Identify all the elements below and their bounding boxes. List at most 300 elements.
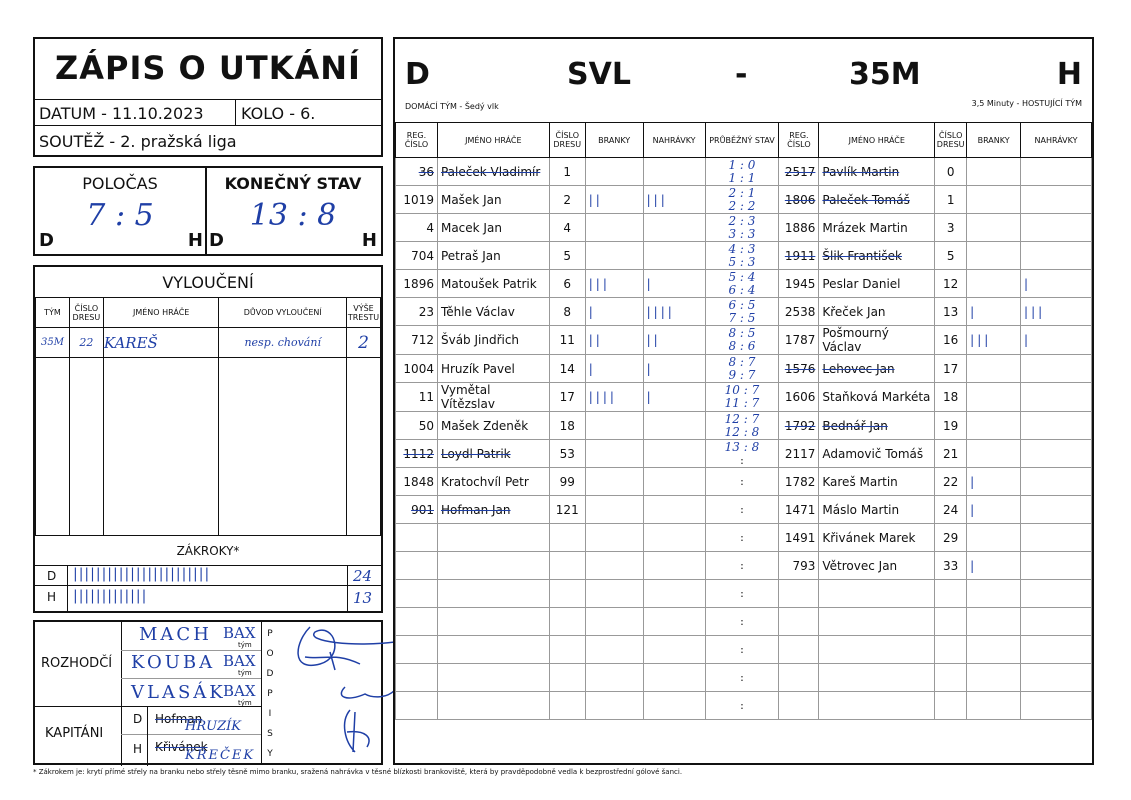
away-name-cell: Peslar Daniel (819, 270, 935, 298)
away-reg-cell: 1782 (779, 468, 819, 496)
away-goals-cell: | (967, 496, 1021, 524)
table-row (396, 412, 1092, 440)
home-name-cell: Matoušek Patrik (437, 270, 549, 298)
running-score-entry: 1 : 0 (728, 157, 756, 172)
away-assists-cell (1021, 214, 1092, 242)
referee-1: MACH (139, 624, 212, 645)
running-score-entry: 12 : 8 (724, 424, 760, 439)
away-name-cell: Bednář Jan (819, 412, 935, 440)
away-name-cell (819, 580, 935, 608)
away-name-cell: Lehovec Jan (819, 355, 935, 383)
exclusions-title: VYLOUČENÍ (162, 273, 254, 292)
excl-header-name: JMÉNO HRÁČE (103, 298, 219, 328)
running-score-cell (705, 270, 779, 298)
col-name-home: JMÉNO HRÁČE (437, 123, 549, 158)
running-score-entry: 8 : 7 (728, 354, 756, 369)
away-goals-cell: | (967, 468, 1021, 496)
away-assists-cell (1021, 692, 1092, 720)
running-score-cell (705, 214, 779, 242)
col-assists-away: NAHRÁVKY (1021, 123, 1092, 158)
away-num-cell: 1 (935, 186, 967, 214)
excl-header-penalty: VÝŠE TRESTU (346, 298, 380, 328)
away-num-cell: 12 (935, 270, 967, 298)
final-panel (205, 168, 381, 254)
away-num-cell: 13 (935, 298, 967, 326)
home-reg-cell: 1019 (396, 186, 438, 214)
away-num-cell: 19 (935, 412, 967, 440)
home-name-cell: Mašek Zdeněk (437, 412, 549, 440)
home-reg-cell: 23 (396, 298, 438, 326)
home-goals-cell (585, 214, 643, 242)
col-num-away: ČÍSLO DRESU (935, 123, 967, 158)
away-goals-cell (967, 242, 1021, 270)
home-num-cell (549, 524, 585, 552)
away-reg-cell: 1606 (779, 383, 819, 412)
running-score-entry: : (740, 615, 744, 628)
home-assists-cell (643, 412, 705, 440)
away-goals-cell: | (967, 552, 1021, 580)
running-score-cell (705, 608, 779, 636)
running-score-entry: : (740, 475, 744, 488)
col-num-home: ČÍSLO DRESU (549, 123, 585, 158)
away-num-cell: 16 (935, 326, 967, 355)
away-num-cell: 18 (935, 383, 967, 412)
away-num-cell: 24 (935, 496, 967, 524)
away-goals-cell (967, 186, 1021, 214)
home-assists-cell (643, 552, 705, 580)
home-assists-cell: |||| (643, 298, 705, 326)
home-reg-cell (396, 608, 438, 636)
table-row (396, 608, 1092, 636)
table-row (396, 552, 1092, 580)
home-reg-cell: 712 (396, 326, 438, 355)
home-reg-cell (396, 524, 438, 552)
home-reg-cell: 4 (396, 214, 438, 242)
home-num-cell: 11 (549, 326, 585, 355)
away-name-cell: Pošmourný Václav (819, 326, 935, 355)
away-num-cell: 17 (935, 355, 967, 383)
away-name-cell (819, 608, 935, 636)
running-score-entry: : (740, 587, 744, 600)
home-goals-cell (585, 496, 643, 524)
home-num-cell (549, 552, 585, 580)
away-assists-cell (1021, 636, 1092, 664)
date-round-row (35, 99, 381, 126)
away-reg-cell (779, 636, 819, 664)
away-name-cell: Křeček Jan (819, 298, 935, 326)
away-num-cell (935, 664, 967, 692)
home-reg-cell (396, 664, 438, 692)
table-row (396, 270, 1092, 298)
home-num-cell (549, 608, 585, 636)
away-goals-cell (967, 636, 1021, 664)
signatures (275, 602, 395, 762)
excl-penalty: 2 (346, 328, 380, 358)
home-goals-cell (585, 552, 643, 580)
round-label: KOLO - 6. (241, 104, 316, 123)
away-team: 35M (849, 57, 921, 92)
saves-home-total: 24 (353, 567, 373, 585)
home-num-cell (549, 664, 585, 692)
home-num-cell: 14 (549, 355, 585, 383)
home-name-cell (437, 636, 549, 664)
excl-row (36, 328, 381, 358)
table-row (396, 580, 1092, 608)
referee-3-tag: BAX (223, 682, 256, 700)
away-reg-cell: 1806 (779, 186, 819, 214)
table-row (396, 524, 1092, 552)
away-reg-cell: 1792 (779, 412, 819, 440)
away-reg-cell: 1787 (779, 326, 819, 355)
away-assists-cell (1021, 158, 1092, 186)
away-reg-cell: 1886 (779, 214, 819, 242)
running-score-cell (705, 355, 779, 383)
home-name-cell: Těhle Václav (437, 298, 549, 326)
table-row (396, 355, 1092, 383)
running-score-entry: 5 : 4 (728, 269, 756, 284)
date-label: DATUM - 11.10.2023 (39, 104, 204, 123)
home-goals-cell (585, 524, 643, 552)
running-score-entry: 9 : 7 (728, 367, 756, 382)
excl-reason: nesp. chování (219, 328, 346, 358)
running-score-entry: 7 : 5 (728, 310, 756, 325)
away-num-cell (935, 608, 967, 636)
captain-home-written: HRUZÍK (185, 719, 241, 734)
footnote: * Zákrokem je: krytí přímé střely na branku nebo střely těsně mimo branku, sražená nahrávka v těsné blízkosti brankoviště, která by pravděpodobně vedla k bezprostřední gólové šanci. (33, 768, 683, 776)
away-name-cell: Větrovec Jan (819, 552, 935, 580)
table-row (396, 158, 1092, 186)
home-num-cell: 99 (549, 468, 585, 496)
running-score-cell (705, 524, 779, 552)
away-assists-cell (1021, 242, 1092, 270)
table-row (396, 214, 1092, 242)
home-goals-cell: | (585, 298, 643, 326)
saves-title: ZÁKROKY* (176, 544, 240, 558)
home-goals-cell (585, 692, 643, 720)
home-reg-cell: 1848 (396, 468, 438, 496)
running-score-cell (705, 158, 779, 186)
home-subtitle: DOMÁCÍ TÝM - Šedý vlk (405, 102, 499, 111)
away-assists-cell (1021, 580, 1092, 608)
away-assists-cell (1021, 552, 1092, 580)
home-reg-cell: 50 (396, 412, 438, 440)
away-name-cell: Kareš Martin (819, 468, 935, 496)
home-name-cell: Mašek Jan (437, 186, 549, 214)
running-score-cell (705, 496, 779, 524)
home-assists-cell: | (643, 355, 705, 383)
running-score-entry: : (740, 503, 744, 516)
home-num-cell (549, 692, 585, 720)
running-score-entry: : (740, 531, 744, 544)
away-num-cell: 5 (935, 242, 967, 270)
running-score-cell (705, 412, 779, 440)
running-score-entry: 3 : 3 (728, 226, 756, 241)
away-assists-cell (1021, 383, 1092, 412)
running-score-entry: 4 : 3 (728, 241, 756, 256)
home-name-cell: Petraš Jan (437, 242, 549, 270)
home-name-cell: Vymětal Vítězslav (437, 383, 549, 412)
away-name-cell: Staňková Markéta (819, 383, 935, 412)
captain-away-written: KŘEČEK (185, 748, 256, 763)
home-assists-cell (643, 524, 705, 552)
away-assists-cell (1021, 468, 1092, 496)
home-reg-cell: 1112 (396, 440, 438, 468)
away-assists-cell: | (1021, 270, 1092, 298)
away-name-cell: Paleček Tomáš (819, 186, 935, 214)
home-reg-cell: 901 (396, 496, 438, 524)
final-d: D (209, 230, 224, 251)
excl-name: KAREŠ (103, 328, 219, 358)
home-reg-cell (396, 580, 438, 608)
away-goals-cell (967, 158, 1021, 186)
away-reg-cell: 1945 (779, 270, 819, 298)
home-goals-cell (585, 608, 643, 636)
referees-label: ROZHODČÍ (41, 656, 113, 671)
page-title: ZÁPIS O UTKÁNÍ (55, 49, 361, 87)
home-goals-cell (585, 158, 643, 186)
running-score-cell (705, 468, 779, 496)
home-goals-cell (585, 664, 643, 692)
away-goals-cell (967, 580, 1021, 608)
excl-jersey: 22 (69, 328, 103, 358)
away-name-cell: Máslo Martin (819, 496, 935, 524)
home-reg-cell: 704 (396, 242, 438, 270)
table-row (396, 186, 1092, 214)
referee-1-tag: BAX (223, 624, 256, 642)
running-score-entry: : (740, 559, 744, 572)
signatures-label: P O D P I S Y (266, 629, 274, 759)
running-score-entry: 12 : 7 (724, 411, 760, 426)
away-goals-cell (967, 383, 1021, 412)
league-row (35, 125, 381, 156)
home-goals-cell (585, 636, 643, 664)
away-name-cell: Křivánek Marek (819, 524, 935, 552)
home-reg-cell (396, 552, 438, 580)
saves-home-row: D |||||||||||||||||||||||| 24 (35, 565, 381, 566)
home-reg-cell: 1004 (396, 355, 438, 383)
running-score-cell (705, 664, 779, 692)
home-reg-cell: 11 (396, 383, 438, 412)
col-assists-home: NAHRÁVKY (643, 123, 705, 158)
running-score-entry: : (740, 699, 744, 712)
table-row (396, 636, 1092, 664)
home-name-cell: Hofman Jan (437, 496, 549, 524)
table-row (396, 440, 1092, 468)
saves-away-row: H ||||||||||||| 13 (35, 585, 381, 612)
final-label: KONEČNÝ STAV (224, 174, 362, 193)
home-assists-cell (643, 608, 705, 636)
home-num-cell: 5 (549, 242, 585, 270)
running-score-cell (705, 383, 779, 412)
away-name-cell (819, 636, 935, 664)
home-goals-cell: ||| (585, 270, 643, 298)
away-reg-cell: 1576 (779, 355, 819, 383)
col-goals-home: BRANKY (585, 123, 643, 158)
home-goals-cell (585, 580, 643, 608)
title-box (33, 37, 383, 157)
home-assists-cell (643, 242, 705, 270)
away-goals-cell: ||| (967, 326, 1021, 355)
home-assists-cell (643, 692, 705, 720)
captains-label: KAPITÁNI (45, 726, 104, 741)
away-num-cell: 33 (935, 552, 967, 580)
table-row (396, 664, 1092, 692)
away-assists-cell (1021, 355, 1092, 383)
home-name-cell: Paleček Vladimír (437, 158, 549, 186)
league-label: SOUTĚŽ - 2. pražská liga (39, 132, 237, 151)
away-goals-cell (967, 664, 1021, 692)
away-reg-cell: 2117 (779, 440, 819, 468)
away-goals-cell: | (967, 298, 1021, 326)
main-sheet (393, 37, 1094, 765)
running-score-entry: 5 : 3 (728, 254, 756, 269)
running-score-entry: : (740, 643, 744, 656)
running-score-cell (705, 580, 779, 608)
score-box (33, 166, 383, 256)
running-score-entry: 1 : 1 (728, 170, 756, 185)
table-row (396, 298, 1092, 326)
table-row (396, 692, 1092, 720)
col-running-score: PRŮBĚŽNÝ STAV (705, 123, 779, 158)
referee-2-tag: BAX (223, 652, 256, 670)
away-code: H (1056, 57, 1082, 92)
away-num-cell: 21 (935, 440, 967, 468)
home-assists-cell: ||| (643, 186, 705, 214)
running-score-entry: 2 : 1 (728, 185, 756, 200)
home-num-cell: 121 (549, 496, 585, 524)
home-assists-cell (643, 158, 705, 186)
home-reg-cell: 1896 (396, 270, 438, 298)
home-goals-cell (585, 468, 643, 496)
home-name-cell (437, 608, 549, 636)
table-row (396, 242, 1092, 270)
home-goals-cell: |||| (585, 383, 643, 412)
home-name-cell: Hruzík Pavel (437, 355, 549, 383)
running-score-entry: : (740, 453, 744, 467)
running-score-entry: 2 : 3 (728, 213, 756, 228)
running-score-entry: 8 : 6 (728, 339, 756, 353)
away-reg-cell (779, 580, 819, 608)
away-reg-cell (779, 664, 819, 692)
home-num-cell: 6 (549, 270, 585, 298)
captain-away-printed: Křivánek (155, 740, 208, 754)
referee-3: VLASÁK (131, 682, 226, 703)
away-num-cell: 29 (935, 524, 967, 552)
home-name-cell (437, 692, 549, 720)
away-name-cell (819, 692, 935, 720)
home-assists-cell (643, 468, 705, 496)
running-score-entry: 6 : 4 (728, 282, 756, 297)
away-num-cell: 3 (935, 214, 967, 242)
halftime-d: D (39, 230, 54, 251)
home-reg-cell (396, 636, 438, 664)
home-num-cell: 8 (549, 298, 585, 326)
running-score-cell (705, 326, 779, 355)
running-score-cell (705, 692, 779, 720)
away-goals-cell (967, 608, 1021, 636)
halftime-panel (35, 168, 207, 254)
home-assists-cell: | (643, 270, 705, 298)
final-h: H (361, 230, 377, 251)
home-goals-cell: || (585, 326, 643, 355)
home-assists-cell (643, 214, 705, 242)
away-name-cell: Adamovič Tomáš (819, 440, 935, 468)
away-reg-cell: 1911 (779, 242, 819, 270)
home-num-cell: 17 (549, 383, 585, 412)
away-reg-cell: 793 (779, 552, 819, 580)
excl-header-reason: DŮVOD VYLOUČENÍ (219, 298, 346, 328)
away-reg-cell: 1471 (779, 496, 819, 524)
away-goals-cell (967, 692, 1021, 720)
home-name-cell (437, 552, 549, 580)
home-goals-cell: || (585, 186, 643, 214)
exclusions-table (35, 297, 381, 536)
home-name-cell: Loydl Patrik (437, 440, 549, 468)
away-reg-cell (779, 608, 819, 636)
away-assists-cell (1021, 186, 1092, 214)
away-goals-cell (967, 524, 1021, 552)
away-num-cell: 0 (935, 158, 967, 186)
away-num-cell (935, 692, 967, 720)
away-assists-cell (1021, 608, 1092, 636)
home-goals-cell (585, 412, 643, 440)
away-assists-cell (1021, 440, 1092, 468)
halftime-h: H (187, 230, 203, 251)
away-assists-cell: | (1021, 326, 1092, 355)
col-reg-home: REG. ČÍSLO (396, 123, 438, 158)
away-num-cell (935, 636, 967, 664)
home-reg-cell: 36 (396, 158, 438, 186)
home-num-cell (549, 636, 585, 664)
away-num-cell (935, 580, 967, 608)
running-score-entry: : (740, 671, 744, 684)
col-goals-away: BRANKY (967, 123, 1021, 158)
saves-away-tally: ||||||||||||| (73, 588, 148, 604)
home-goals-cell (585, 242, 643, 270)
away-assists-cell: ||| (1021, 298, 1092, 326)
col-name-away: JMÉNO HRÁČE (819, 123, 935, 158)
away-name-cell (819, 664, 935, 692)
home-assists-cell (643, 664, 705, 692)
saves-away-total: 13 (353, 589, 373, 607)
home-code: D (405, 57, 430, 92)
running-score-entry: 11 : 7 (724, 396, 760, 410)
home-num-cell: 1 (549, 158, 585, 186)
running-score-cell (705, 636, 779, 664)
away-reg-cell: 2517 (779, 158, 819, 186)
final-score: 13 : 8 (249, 198, 337, 233)
home-assists-cell: || (643, 326, 705, 355)
excl-header-team: TÝM (36, 298, 70, 328)
away-name-cell: Pavlík Martin (819, 158, 935, 186)
home-num-cell: 53 (549, 440, 585, 468)
home-num-cell: 18 (549, 412, 585, 440)
excl-header-jersey: ČÍSLO DRESU (69, 298, 103, 328)
running-score-entry: 6 : 5 (728, 297, 756, 312)
home-assists-cell (643, 580, 705, 608)
away-name-cell: Šlik František (819, 242, 935, 270)
away-name-cell: Mrázek Martin (819, 214, 935, 242)
home-team: SVL (567, 57, 631, 92)
saves-home-tally: |||||||||||||||||||||||| (73, 566, 211, 582)
home-assists-cell: | (643, 383, 705, 412)
home-name-cell (437, 580, 549, 608)
halftime-label: POLOČAS (82, 174, 158, 193)
running-score-entry: 8 : 5 (728, 326, 756, 340)
captain-home-printed: Hofman (155, 712, 203, 726)
away-reg-cell (779, 692, 819, 720)
running-score-entry: 13 : 8 (724, 439, 760, 454)
